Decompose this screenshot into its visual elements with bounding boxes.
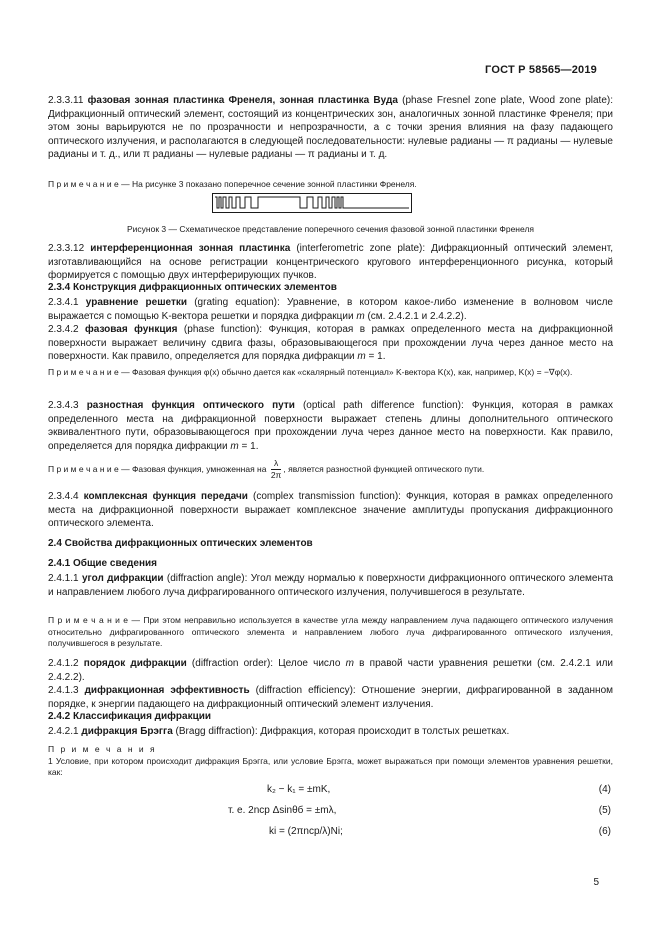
clause-text-tail: = 1. xyxy=(238,440,259,452)
clause-text: (grating equation): Уравнение, в котором какое-либо изменение в волновом числе выражается с помощью K-вектора решетки и порядка дифракции xyxy=(48,297,613,322)
equation-5-number: (5) xyxy=(598,805,611,816)
note-text: — Фазовая функция φ(x) обычно дается как «скалярный потенциал» K-вектора K(x), как, например, K(x) = −∇φ(x). xyxy=(118,367,573,377)
equation-4: k₂ − k₁ = ±mK, xyxy=(267,784,331,795)
clause-2-4-2-1 xyxy=(48,725,613,739)
clause-2-4-1-3 xyxy=(48,684,613,711)
lambda-over-2pi-fraction xyxy=(271,458,282,481)
clause-text: (interferometric zone plate): Дифракционный оптический элемент, изготавливающийся на основе регистрации концентрического кругового интерференционного рисунка, который формируется с помощью двух интерферирующих пучков. xyxy=(48,243,613,281)
clause-term: угол дифракции xyxy=(81,573,164,584)
clause-2-3-3-12 xyxy=(48,242,613,283)
zone-profile-line xyxy=(215,197,409,208)
clause-2-4-1-2 xyxy=(48,657,613,684)
section-2-4-heading: 2.4 Свойства дифракционных оптических элементов xyxy=(48,538,313,549)
standard-header: ГОСТ Р 58565—2019 xyxy=(485,64,597,76)
variable-m: m xyxy=(357,351,366,362)
equation-6: ki = (2πnср/λ)Ni; xyxy=(269,826,343,837)
clause-text: (optical path difference function): Функция, которая в рамках определенного места на дифракционной поверхности выражает степень длины дополнительного оптического эквивалентного пути, образовывающегося при прохождении луча через данное место на поверхности. Как правило, определяется для порядка дифракции xyxy=(48,400,613,452)
clause-text: (Bragg diffraction): Дифракция, которая происходит в толстых решетках. xyxy=(172,726,510,737)
clause-text: (complex transmission function): Функция, которая в рамках определенного места на дифракционной поверхности выражает комплексное значение амплитуды пропускания дифракционного оптического элемента. xyxy=(48,491,613,529)
note-label: П р и м е ч а н и е xyxy=(48,463,119,474)
clause-term: дифракционная эффективность xyxy=(84,685,250,696)
variable-m: m xyxy=(230,440,239,452)
clause-text: (diffraction order): Целое число xyxy=(186,658,346,669)
clause-number: 2.4.2.1 xyxy=(48,726,79,737)
note-opd-function xyxy=(48,458,613,481)
clause-text: (phase Fresnel zone plate, Wood zone plate): Дифракционный оптический элемент, состоящий из концентрических зон, аналогичных зонной пластинке Френеля; при этом зоны варьируются не по прозрачности и непрозрачности, а с точки зрения влияния на фазу падающего оптического излучения, и располагаются в следующей последовательности: нулевые радианы — π радианы — нулевые радианы и т. д., или π радианы — нулевые радианы — π радианы и т. д. xyxy=(48,95,613,160)
note-label: П р и м е ч а н и е xyxy=(48,615,129,625)
page-number: 5 xyxy=(593,877,599,888)
clause-number: 2.3.3.12 xyxy=(48,243,85,254)
clause-term: фазовая зонная пластинка Френеля, зонная пластинка Вуда xyxy=(87,95,398,106)
clause-text-tail: в правой части уравнения решетки (см. 2.4.2.1 или 2.4.2.2). xyxy=(48,658,614,683)
clause-text: (diffraction efficiency): Отношение энергии, дифрагированной в заданном порядке, к энергии падающего на дифракционный оптический элемент излучения. xyxy=(48,685,613,710)
section-2-4-1-heading: 2.4.1 Общие сведения xyxy=(48,558,157,569)
clause-number: 2.3.4.4 xyxy=(48,491,79,502)
clause-number: 2.3.4.2 xyxy=(48,324,79,335)
note-diffraction-angle xyxy=(48,615,613,650)
clause-number: 2.3.4.3 xyxy=(48,400,79,411)
fraction-denominator: 2π xyxy=(270,470,282,480)
clause-number: 2.4.1.1 xyxy=(48,573,79,584)
clause-term: порядок дифракции xyxy=(83,658,187,669)
equation-5: т. е. 2nср Δsinθб = ±mλ, xyxy=(228,805,337,816)
clause-number: 2.3.4.1 xyxy=(48,297,79,308)
variable-m: m xyxy=(356,310,365,322)
note-text: — Фазовая функция, умноженная на xyxy=(118,463,269,474)
note-label: П р и м е ч а н и е xyxy=(48,367,119,377)
note-figure-reference xyxy=(48,179,613,191)
figure-frame xyxy=(213,194,412,213)
clause-term: уравнение решетки xyxy=(85,297,188,308)
clause-term: разностная функция оптического пути xyxy=(86,400,295,411)
clause-2-3-4-4 xyxy=(48,490,613,531)
section-2-4-2-heading: 2.4.2 Классификация дифракции xyxy=(48,711,212,722)
clause-text-tail: (см. 2.4.2.1 и 2.4.2.2). xyxy=(364,310,467,322)
variable-m: m xyxy=(345,658,354,669)
clause-term: комплексная функция передачи xyxy=(83,491,248,502)
notes-label: П р и м е ч а н и я xyxy=(48,744,157,754)
clause-2-4-1-1 xyxy=(48,572,613,599)
fraction-numerator: λ xyxy=(271,458,282,470)
clause-number: 2.4.1.3 xyxy=(48,685,79,696)
clause-term: дифракция Брэгга xyxy=(81,726,173,737)
clause-2-3-4-3 xyxy=(48,399,613,453)
section-2-3-4-heading: 2.3.4 Конструкция дифракционных оптических элементов xyxy=(48,282,337,293)
figure-3-caption: Рисунок 3 — Схематическое представление поперечного сечения фазовой зонной пластинки Френеля xyxy=(126,224,535,234)
equation-6-number: (6) xyxy=(598,826,611,837)
clause-term: фазовая функция xyxy=(85,324,178,335)
clause-2-3-3-11 xyxy=(48,94,613,162)
note-text-tail: , является разностной функцией оптического пути. xyxy=(283,463,485,474)
note-text: — На рисунке 3 показано поперечное сечение зонной пластинки Френеля. xyxy=(118,179,417,189)
clause-text: (phase function): Функция, которая в рамках определенного места на дифракционной поверхности выражает величину сдвига фазы, образовывающегося при прохождении луча через данное место на поверхности. Как правило, определяется для порядка дифракции xyxy=(48,324,614,362)
clause-text: (diffraction angle): Угол между нормалью к поверхности дифракционного оптического элемента и направлением любого луча дифрагированного оптического излучения, получившегося в результате. xyxy=(48,573,614,598)
clause-2-3-4-1 xyxy=(48,296,613,323)
clause-text-tail: = 1. xyxy=(365,351,386,362)
notes-bragg xyxy=(48,744,613,779)
note-text: — При этом неправильно используется в качестве угла между направлением луча падающего оптического излучения относительно дифрагированного оптического элемента и направлением любого луча дифрагированного оптического излучения, получившегося в результате. xyxy=(48,615,613,648)
clause-number: 2.4.1.2 xyxy=(48,658,79,669)
zone-plate-cross-section-figure xyxy=(212,193,412,213)
clause-2-3-4-2 xyxy=(48,323,613,364)
clause-term: интерференционная зонная пластинка xyxy=(90,243,291,254)
clause-number: 2.3.3.11 xyxy=(48,95,84,106)
equation-4-number: (4) xyxy=(598,784,611,795)
note-item-1: 1 Условие, при котором происходит дифракция Брэгга, или условие Брэгга, может выражаться при помощи элементов уравнения решетки, как: xyxy=(48,755,613,777)
note-label: П р и м е ч а н и е xyxy=(48,179,119,189)
note-phase-function xyxy=(48,367,613,379)
